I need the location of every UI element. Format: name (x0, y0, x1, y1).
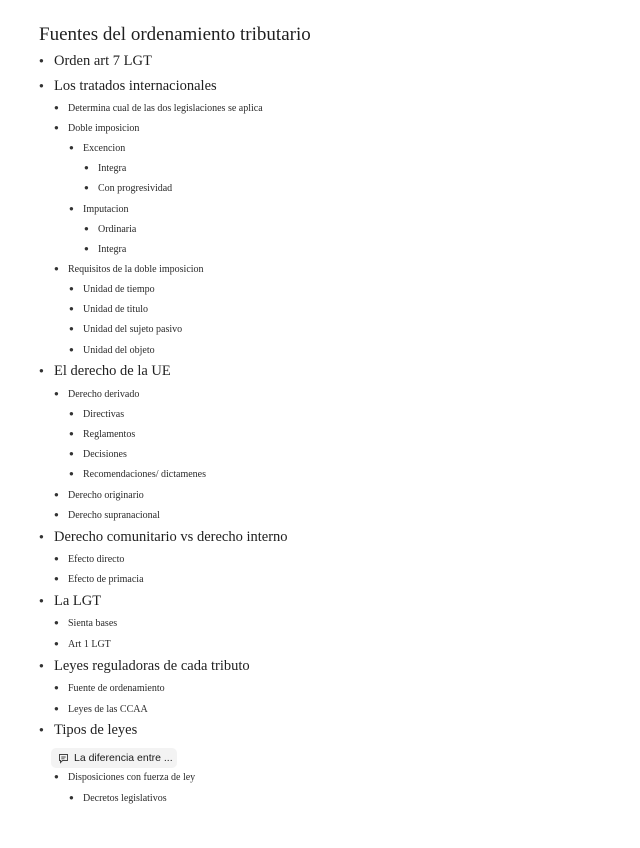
list-item (39, 527, 288, 547)
bullet-icon: ● (84, 163, 89, 172)
list-item-text: Art 1 LGT (68, 638, 111, 650)
list-item-text: Tipos de leyes (54, 721, 138, 738)
list-item-text: Leyes de las CCAA (68, 703, 148, 715)
list-item (54, 261, 204, 277)
list-item-text: Derecho supranacional (68, 509, 160, 521)
list-item (54, 769, 195, 785)
list-item (69, 321, 182, 337)
bullet-icon: ● (54, 490, 59, 499)
list-item-text: Imputacion (83, 203, 129, 215)
list-item (39, 591, 101, 611)
list-item (39, 361, 171, 381)
comment-chip-label: La diferencia entre ... (74, 752, 173, 764)
list-item (54, 701, 148, 717)
list-item-text: Decretos legislativos (83, 792, 167, 804)
list-item-text: Reglamentos (83, 428, 136, 440)
bullet-icon: ● (54, 123, 59, 132)
bullet-icon: ● (39, 596, 44, 605)
list-item-text: Unidad de titulo (83, 303, 148, 315)
comment-chip[interactable] (51, 748, 177, 768)
bullet-icon: ● (69, 324, 74, 333)
bullet-icon: ● (54, 510, 59, 519)
list-item-text: Derecho comunitario vs derecho interno (54, 528, 288, 545)
list-item (84, 180, 172, 196)
bullet-icon: ● (84, 224, 89, 233)
bullet-icon: ● (54, 704, 59, 713)
list-item (84, 241, 126, 257)
list-item (69, 301, 148, 317)
bullet-icon: ● (39, 56, 44, 65)
list-item (69, 281, 155, 297)
list-item-text: Integra (98, 162, 127, 174)
bullet-icon: ● (54, 264, 59, 273)
list-item-text: El derecho de la UE (54, 362, 171, 379)
bullet-icon: ● (69, 449, 74, 458)
comment-icon (58, 753, 69, 764)
list-item (39, 720, 137, 740)
bullet-icon: ● (39, 725, 44, 734)
bullet-icon: ● (54, 574, 59, 583)
list-item (69, 140, 125, 156)
list-item (54, 100, 263, 116)
list-item (69, 426, 135, 442)
list-item-text: Integra (98, 243, 127, 255)
list-item-text: La LGT (54, 592, 102, 609)
list-item (54, 386, 139, 402)
list-item (69, 342, 155, 358)
list-item (54, 507, 160, 523)
list-item-text: Fuente de ordenamiento (68, 682, 165, 694)
list-item-text: Sienta bases (68, 617, 118, 629)
list-item-text: Decisiones (83, 448, 127, 460)
list-item-text: Derecho originario (68, 489, 144, 501)
list-item-text: Excencion (83, 142, 126, 154)
list-item (54, 120, 139, 136)
bullet-icon: ● (39, 366, 44, 375)
bullet-icon: ● (39, 81, 44, 90)
bullet-icon: ● (69, 409, 74, 418)
list-item (69, 790, 167, 806)
list-item-text: Unidad del sujeto pasivo (83, 323, 183, 335)
list-item-text: Requisitos de la doble imposicion (68, 263, 204, 275)
bullet-icon: ● (39, 532, 44, 541)
list-item (54, 571, 144, 587)
bullet-icon: ● (69, 429, 74, 438)
bullet-icon: ● (54, 389, 59, 398)
bullet-icon: ● (54, 554, 59, 563)
bullet-icon: ● (84, 183, 89, 192)
bullet-icon: ● (69, 284, 74, 293)
list-item-text: Determina cual de las dos legislaciones se aplica (68, 102, 263, 114)
list-item-text: Doble imposicion (68, 122, 140, 134)
list-item-text: Unidad del objeto (83, 344, 155, 356)
list-item (54, 636, 111, 652)
bullet-icon: ● (39, 661, 44, 670)
list-item (39, 656, 250, 676)
list-item (69, 446, 127, 462)
list-item (69, 201, 129, 217)
list-item-text: Unidad de tiempo (83, 283, 155, 295)
list-item (39, 76, 217, 96)
bullet-icon: ● (69, 345, 74, 354)
list-item-text: Directivas (83, 408, 125, 420)
bullet-icon: ● (84, 244, 89, 253)
list-item (54, 551, 124, 567)
bullet-icon: ● (54, 103, 59, 112)
list-item (39, 51, 152, 71)
list-item-text: Con progresividad (98, 182, 173, 194)
list-item-text: Derecho derivado (68, 388, 140, 400)
bullet-icon: ● (54, 683, 59, 692)
bullet-icon: ● (54, 772, 59, 781)
bullet-icon: ● (69, 793, 74, 802)
list-item (54, 680, 165, 696)
bullet-icon: ● (54, 639, 59, 648)
bullet-icon: ● (69, 204, 74, 213)
list-item-text: Efecto de primacia (68, 573, 144, 585)
list-item-text: Ordinaria (98, 223, 137, 235)
list-item (84, 221, 136, 237)
bullet-icon: ● (69, 304, 74, 313)
list-item (69, 406, 124, 422)
list-item-text: Disposiciones con fuerza de ley (68, 771, 196, 783)
list-item (54, 615, 117, 631)
list-item-text: Orden art 7 LGT (54, 52, 152, 69)
bullet-icon: ● (69, 143, 74, 152)
bullet-icon: ● (69, 469, 74, 478)
bullet-icon: ● (54, 618, 59, 627)
list-item (54, 487, 144, 503)
list-item-text: Los tratados internacionales (54, 77, 217, 94)
list-item-text: Efecto directo (68, 553, 125, 565)
list-item-text: Leyes reguladoras de cada tributo (54, 657, 250, 674)
page-title: Fuentes del ordenamiento tributario (39, 24, 311, 45)
list-item (84, 160, 126, 176)
list-item (69, 466, 206, 482)
list-item-text: Recomendaciones/ dictamenes (83, 468, 207, 480)
